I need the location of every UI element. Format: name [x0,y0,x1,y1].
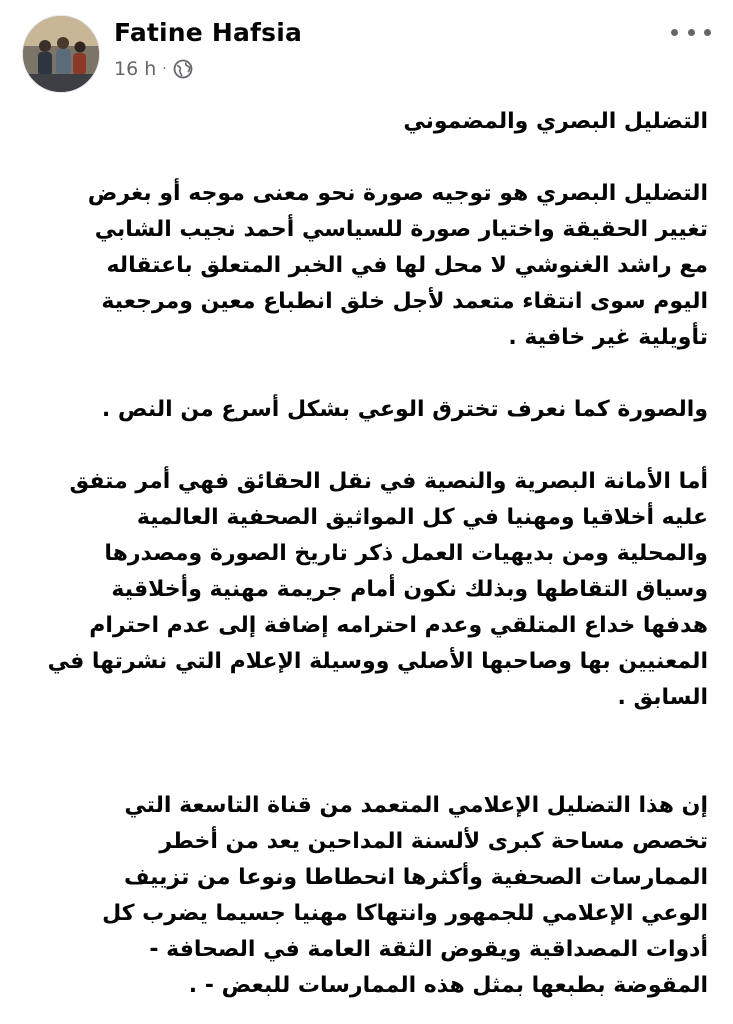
author-name[interactable]: Fatine Hafsia [114,18,303,47]
post-paragraph: والصورة كما نعرف تخترق الوعي بشكل أسرع من النص . [101,397,708,422]
post-body [40,104,708,1004]
post-time[interactable]: 16 h [114,58,157,80]
more-dots-icon [671,29,678,36]
globe-icon[interactable] [173,59,193,79]
post-paragraph: التضليل البصري هو توجيه صورة نحو معنى موجه أو بغرض تغيير الحقيقة واختيار صورة للسياسي أحمد نجيب الشابي مع راشد الغنوشي لا محل لها في الخبر المتعلق باعتقاله اليوم سوى انتقاء متعمد لأجل خلق انطباع معين ومرجعية تأويلية غير خافية . [87,181,708,350]
post-meta [114,58,193,80]
post-header [0,0,733,100]
avatar[interactable] [22,15,100,93]
post-title: التضليل البصري والمضموني [403,109,708,134]
post-paragraph: إن هذا التضليل الإعلامي المتعمد من قناة التاسعة التي تخصص مساحة كبرى لألسنة المداحين يعد من أخطر الممارسات الصحفية وأكثرها انحطاطا ونوعا من تزييف الوعي الإعلامي للجمهور وانتهاكا مهنيا جسيما يضرب كل أدوات المصداقية ويقوض الثقة العامة في الصحافة - المقوضة بطبعها بمثل هذه الممارسات للبعض - . [102,793,708,998]
meta-separator: · [162,61,167,77]
post-paragraph: أما الأمانة البصرية والنصية في نقل الحقائق فهي أمر متفق عليه أخلاقيا ومهنيا في كل المواثيق الصحفية العالمية والمحلية ومن بديهيات العمل ذكر تاريخ الصورة ومصدرها وسياق التقاطها وبذلك نكون أمام جريمة مهنية وأخلاقية هدفها خداع المتلقي وعدم احترامه إضافة إلى عدم احترام المعنيين بها وصاحبها الأصلي ووسيلة الإعلام التي نشرتها في السابق . [47,469,708,710]
more-options-button[interactable] [671,20,711,44]
avatar-photo [23,16,99,92]
